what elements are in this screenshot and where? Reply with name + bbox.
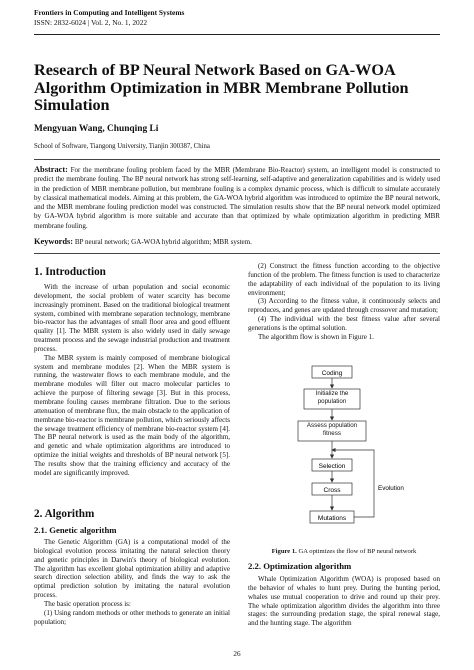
abstract-label: Abstract:	[34, 165, 68, 174]
subsection-ga-heading: 2.1. Genetic algorithm	[34, 525, 117, 535]
flow-label-cross: Cross	[323, 487, 341, 494]
introduction-body	[34, 283, 230, 478]
ga-step-3: (3) According to the fitness value, it continuously selects and reproduces, and genes are updated through crossover and mutation;	[248, 297, 440, 315]
keywords	[34, 237, 440, 247]
ga-paragraph-3: (1) Using random methods or other methods to generate an initial population;	[34, 608, 230, 626]
keywords-label: Keywords:	[34, 237, 74, 246]
ga-paragraph-2: The basic operation process is:	[44, 599, 131, 608]
page-number: 26	[233, 650, 241, 658]
ga-body	[34, 538, 230, 626]
woa-body	[248, 575, 440, 628]
flow-label-init-wrap	[304, 390, 360, 410]
paper-title: Research of BP Neural Network Based on GA-WOA Algorithm Optimization in MBR Membrane Pollution Simulation	[34, 61, 409, 114]
abstract	[34, 165, 440, 231]
flow-label-init: Initialize the population	[315, 390, 349, 405]
abstract-text: For the membrane fouling problem faced by the MBR (Membrane Bio-Reactor) system, an intelligent model is constructed to predict the membrane fouling. The BP neural network has strong self-learning, self-adaptive and generalization capabilities and is widely used in the prediction of MBR membrane pollution, but membrane fouling is a complex dynamic process, which is difficult to simulate accurately by classical mathematical models. Aiming at this problem, the GA-WOA hybrid algorithm was introduced to optimize the BP neural network, and the MBR membrane fouling prediction model was constructed. The simulation results show that the BP neural network model optimized by GA-WOA hybrid algorithm is more suitable and accurate than that optimized by whale optimization algorithm in predicting MBR membrane fouling.	[34, 166, 441, 230]
subsection-woa-heading: 2.2. Optimization algorithm	[248, 561, 352, 571]
paper-authors: Mengyuan Wang, Chunqing Li	[34, 124, 159, 134]
ga-paragraph-1: The Genetic Algorithm (GA) is a computational model of the biological evolution process imitating the natural selection theory and genetic principles in Darwin's theory of biological evolution. The algorithm has excellent global optimization ability and adaptive search direction selection ability, and finds the way to ask the optimal prediction solution by imitating the natural evolution process.	[34, 538, 230, 600]
figure-label: Figure 1.	[271, 548, 297, 555]
flow-label-assess: Assess population fitness	[306, 422, 358, 437]
flow-label-evolution: Evolution	[378, 485, 404, 492]
journal-header	[34, 8, 184, 28]
flow-label-mutations: Mutations	[317, 515, 347, 522]
ga-step-4: (4) The individual with the best fitness value after several generations is the optimal solution.	[248, 315, 440, 332]
figure-caption-text: GA optimizes the flow of BP neural network	[296, 548, 417, 555]
flow-label-selection: Selection	[318, 463, 346, 470]
journal-name: Frontiers in Computing and Intelligent Systems	[34, 8, 185, 17]
intro-paragraph-1: With the increase of urban population and social economic development, the social problem of water scarcity has become increasingly prominent. Based on the traditional biological treatment system, combined with membrane separation technology, membrane bio-reactor has the advantages of small floor area and good effluent quality [1]. The MBR system is also widely used in daily sewage treatment process and the sewage industrial production and treatment process.	[34, 283, 230, 353]
flow-label-assess-wrap	[298, 422, 366, 442]
keywords-rule	[34, 253, 440, 254]
keywords-text: BP neural network; GA-WOA hybrid algorithm; MBR system.	[74, 238, 252, 246]
figure-reference: The algorithm flow is shown in Figure 1.	[258, 332, 374, 341]
header-rule	[34, 34, 440, 35]
journal-issn: ISSN: 2832-6024 | Vol. 2, No. 1, 2022	[34, 18, 148, 27]
ga-step-2: (2) Construct the fitness function according to the objective function of the problem. The fitness function is used to characterize the adaptability of each individual of the population to its living environment;	[248, 262, 440, 297]
intro-paragraph-2: The MBR system is mainly composed of membrane biological system and membrane modules [2]. When the MBR system is running, the wastewater flows to each membrane module, and the membrane modules will filter out macro molecular particles to achieve the purpose of filtering sewage [3]. But in this process, membrane fouling causes membrane filtration. Due to the serious attenuation of membrane flux, the main obstacle to the application of membrane bio-reactor is membrane pollution, which seriously affects the sewage treatment efficiency of membrane bio-reactor system [4]. The BP neural network is used as the main body of the algorithm, and genetic and whale optimization algorithms are introduced to optimize the initial weights and thresholds of BP neural network [5]. The results show that the training efficiency and accuracy of the model are significantly improved.	[34, 353, 230, 477]
figure-caption	[248, 548, 440, 555]
abstract-rule	[34, 159, 440, 160]
section-introduction-heading: 1. Introduction	[34, 266, 106, 278]
flow-label-coding: Coding	[321, 370, 343, 377]
paper-affiliation: School of Software, Tiangong University, Tianjin 300387, China	[34, 143, 210, 150]
ga-steps	[248, 262, 440, 342]
woa-paragraph-1: Whale Optimization Algorithm (WOA) is proposed based on the behavior of whales to hunt prey. During the hunting period, whales use mutual cooperation to drive and round up their prey. The whale optimization algorithm divides the algorithm into three stages: the surrounding predation stage, the spiral renewal stage, and the hunting stage. The algorithm	[248, 575, 440, 628]
section-algorithm-heading: 2. Algorithm	[34, 508, 95, 520]
ga-flowchart	[282, 362, 432, 542]
